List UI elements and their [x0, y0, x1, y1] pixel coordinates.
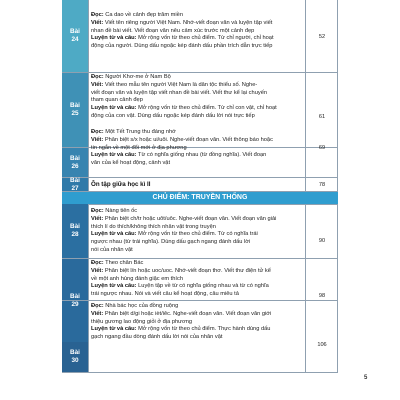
content-line [91, 105, 305, 113]
line-text: Phân biệt d/gi hoặc ièt/iêc. Nghe-viết đoạn văn. Viết đoạn văn giới [103, 310, 272, 317]
line-label: Đọc: [91, 74, 104, 80]
review-title: Ôn tập giữa học kì II [91, 181, 151, 188]
lesson-number: 27 [71, 184, 79, 192]
lesson-number-cell [62, 148, 88, 177]
line-text: viết đoạn văn và luyện tập viết nhan đề bài viết. Viết thư kể lại chuyến [91, 89, 268, 96]
lesson-word: Bài [70, 292, 80, 300]
line-text: Mở rộng vốn từ theo chủ điểm. Thực hành dùng dấu [136, 326, 271, 333]
lesson-number-cell [62, 204, 88, 258]
theme-banner [62, 191, 338, 205]
content-line [91, 145, 305, 153]
line-text: văn của kể hoạt động, cảnh vật [91, 160, 171, 167]
content-line [91, 311, 305, 319]
lesson-number-cell [62, 178, 88, 191]
content-line [91, 82, 305, 90]
lesson-number: 30 [71, 357, 79, 364]
row-divider [62, 258, 338, 259]
content-line [91, 216, 305, 224]
lesson-number: 28 [71, 231, 79, 238]
page-folio: 5 [364, 375, 368, 381]
line-label: Đọc: [91, 12, 104, 18]
content-line [91, 260, 305, 268]
content-line [91, 20, 305, 28]
line-text: Nàng tiên ốc [103, 208, 138, 214]
lesson-column-divider [88, 0, 89, 372]
content-line [91, 291, 305, 299]
row-divider [62, 372, 338, 373]
line-text: tham quan cảnh đẹp [91, 97, 143, 104]
content-line [91, 247, 305, 255]
line-label: Viết: [91, 136, 104, 143]
lesson-content [91, 260, 305, 299]
lesson-word: Bài [70, 223, 80, 230]
content-line [91, 239, 305, 247]
lesson-content [91, 74, 305, 121]
line-text: trái ngược nhau. Nói và viết câu kể hoạt động, câu miêu tả [91, 291, 239, 298]
content-line [91, 129, 305, 137]
lesson-number-cell [62, 342, 88, 372]
line-label: Viết: [91, 215, 104, 222]
line-text: Viết tên riêng người Việt Nam. Nhớ-viết đoạn văn và luyện tập viết [103, 19, 273, 26]
content-line [91, 268, 305, 276]
line-text: động của con vật. Dùng dấu ngoặc kép đánh dấu lời nói trực tiếp [91, 112, 255, 119]
line-text: Phân biệt s/x hoặc ui/uôi. Nghe-viết đoạn văn. Viết thông báo hoặc [103, 136, 273, 143]
line-label: Đọc: [91, 303, 104, 309]
line-text: Một Tết Trung thu đáng nhớ [103, 129, 176, 135]
line-text: nhan đề bài viết. Viết đoạn văn nêu cảm xúc trước một cảnh đẹp [91, 27, 255, 34]
row-divider [62, 177, 338, 178]
content-line [91, 90, 305, 98]
lesson-content [91, 12, 305, 51]
line-text: Mở rộng vốn từ theo chủ điểm. Từ chỉ con vật, chỉ hoạt [136, 105, 277, 112]
lesson-word: Bài [70, 28, 80, 35]
line-label: Viết: [91, 310, 104, 317]
row-divider [62, 300, 338, 301]
line-text: động của người. Dùng dấu ngoặc kép đánh dấu phần trích dẫn trực tiếp [91, 43, 273, 50]
lesson-number: 26 [71, 162, 79, 170]
line-label: Viết: [91, 19, 104, 26]
line-text: Mở rộng vốn từ theo chủ điểm. Từ có nghĩa trái [136, 231, 258, 238]
content-line [91, 160, 305, 168]
line-text: Phân biệt l/n hoặc uoc/uoc. Nhớ-viết đoạn thơ. Viết thư điện tử kể [103, 267, 271, 274]
line-text: tin ngắn về một đổi mới ở địa phương [91, 144, 187, 151]
lesson-number: 29 [71, 300, 79, 308]
content-line [91, 276, 305, 284]
line-text: ngược nhau (từ trái nghĩa). Dùng dấu gạch ngang đánh dấu lời [91, 239, 251, 246]
page-number-cell: 106 [317, 342, 327, 348]
line-text: Từ có nghĩa giống nhau (từ đồng nghĩa). Viết đoạn [136, 152, 267, 159]
line-label: Luyện từ và câu: [91, 326, 137, 333]
content-line [91, 334, 305, 342]
lesson-number-cell [62, 73, 88, 147]
line-text: gạch ngang đầu dòng đánh dấu lời nói của nhân vật [91, 334, 223, 341]
page-number-cell: 78 [318, 182, 326, 188]
content-line [91, 74, 305, 82]
line-label: Đọc: [91, 260, 104, 266]
page-number-cell: 69 [318, 145, 326, 151]
line-label: Luyện từ và câu: [91, 105, 137, 112]
lesson-number: 24 [71, 36, 79, 43]
content-line [91, 43, 305, 51]
page-number-cell: 52 [318, 34, 326, 40]
lesson-word: Bài [70, 102, 80, 109]
line-text: Người Khơ-me ở Nam Bộ [103, 74, 171, 80]
page-number-cell: 98 [318, 293, 326, 299]
line-text: Mở rộng vốn từ theo chủ điểm. Từ chỉ người, chỉ hoạt [136, 35, 274, 42]
lesson-content [91, 303, 305, 342]
lesson-content [91, 129, 305, 168]
line-label: Đọc: [91, 208, 104, 214]
lesson-word: Bài [70, 349, 80, 356]
lesson-content [91, 208, 305, 255]
line-text: thích lí do thích/không thích nhân vật trong truyện [91, 223, 216, 230]
line-label: Luyện từ và câu: [91, 35, 137, 42]
page-number-cell: 61 [318, 114, 326, 120]
content-line [91, 12, 305, 20]
line-text: về một anh hùng đánh giặc em thích [91, 275, 184, 282]
theme-banner-title: CHỦ ĐIỂM: TRUYỀN THỐNG [152, 194, 248, 201]
line-label: Luyện từ và câu: [91, 231, 137, 238]
content-line [91, 113, 305, 121]
line-label: Viết: [91, 81, 104, 88]
content-line [91, 137, 305, 145]
lesson-word: Bài [70, 154, 80, 162]
line-label: Viết: [91, 267, 104, 274]
line-text: Theo chân Bác [103, 260, 144, 266]
row-divider [62, 72, 338, 73]
line-text: Viết theo mẫu tên người Việt Nam là dân tộc thiểu số. Nghe- [103, 81, 258, 88]
content-line [91, 303, 305, 311]
line-text: nói của nhân vật [91, 246, 133, 253]
line-text: Phân biệt ch/tr hoặc uôt/uôc. Nghe-viết đoạn văn. Viết đoạn văn giải [103, 215, 277, 222]
line-label: Luyện từ và câu: [91, 283, 137, 290]
lesson-number: 25 [71, 110, 79, 117]
line-text: Nhà bác học của đồng ruộng [103, 303, 179, 309]
line-text: thiệu gương lao động giỏi ở địa phương [91, 318, 193, 325]
content-line [91, 208, 305, 216]
line-text: Ca dao về cảnh đẹp trăm miền [103, 12, 183, 18]
line-label: Đọc: [91, 129, 104, 135]
line-label: Luyện từ và câu: [91, 152, 137, 159]
page-number-cell: 90 [318, 238, 326, 244]
line-text: Luyện tập về từ có nghĩa giống nhau và từ có nghĩa [136, 283, 269, 290]
lesson-word: Bài [70, 176, 80, 184]
lesson-number-cell [62, 0, 88, 72]
content-line [91, 231, 305, 239]
